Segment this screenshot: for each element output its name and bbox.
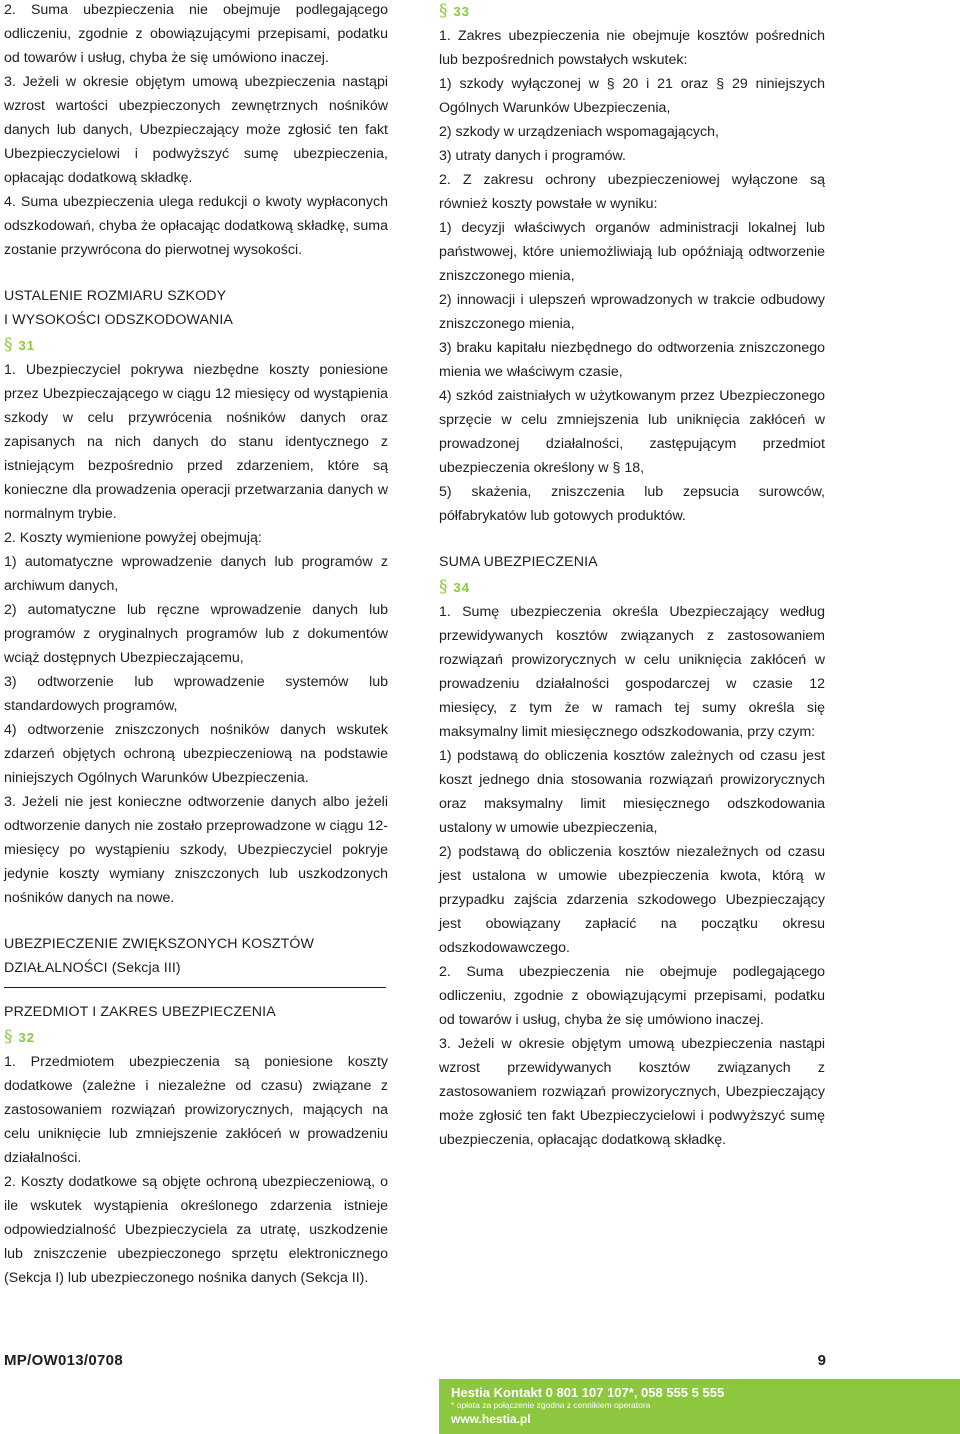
contact-fee-note: * opłata za połączenie zgodna z cennikiem operatora [451, 1400, 651, 1410]
paragraph-mark-34 [439, 574, 825, 600]
list-item-34-2: 2) podstawą do obliczenia kosztów niezależnych od czasu jest ustalona w umowie ubezpieczenia kwota, którą w przypadku zajścia zdarzenia szkodowego Ubezpieczający jest obowiązany zapłacić na początku okresu odszkodowawczego. [439, 844, 825, 956]
section-heading-damage-assessment-line2: I WYSOKOŚCI ODSZKODOWANIA [4, 312, 233, 328]
list-item-33-r2: 2) innowacji i ulepszeń wprowadzonych w trakcie odbudowy zniszczonego mienia, [439, 292, 825, 332]
paragraph-number: 33 [453, 3, 470, 19]
paragraph-mark-32 [4, 1024, 388, 1050]
list-item-31-1: 1) automatyczne wprowadzenie danych lub programów z archiwum danych, [4, 554, 388, 594]
paragraph-34-1: 1. Sumę ubezpieczenia określa Ubezpieczający według przewidywanych kosztów związanych z zastosowaniem rozwiązań prowizorycznych w celu uniknięcia zakłóceń w prowadzeniu działalności gospodarczej w czasie 12 miesięcy, z tym że w ramach tej sumy określa się maksymalny limit miesięcznego odszkodowania, przy czym: [439, 604, 825, 740]
section-heading-subject-scope: PRZEDMIOT I ZAKRES UBEZPIECZENIA [4, 1004, 276, 1020]
list-item-31-4: 4) odtworzenie zniszczonych nośników danych wskutek zdarzeń objętych ochroną ubezpieczeniową na podstawie niniejszych Ogólnych Warunków Ubezpieczenia. [4, 722, 388, 786]
paragraph-sum-exclusion: 2. Suma ubezpieczenia nie obejmuje podlegającego odliczeniu, zgodnie z obowiązującymi przepisami, podatku od towarów i usług, chyba że się umówiono inaczej. [4, 2, 388, 66]
paragraph-34-2: 2. Suma ubezpieczenia nie obejmuje podlegającego odliczeniu, zgodnie z obowiązującymi przepisami, podatku od towarów i usług, chyba że się umówiono inaczej. [439, 964, 825, 1028]
paragraph-mark-33 [439, 0, 825, 24]
contact-banner [439, 1379, 960, 1434]
section-sign-icon: § [439, 576, 449, 597]
paragraph-31-2: 2. Koszty wymienione powyżej obejmują: [4, 530, 262, 546]
list-item-33-r3: 3) braku kapitału niezbędnego do odtworzenia zniszczonego mienia we właściwym czasie, [439, 340, 825, 380]
website-link[interactable]: www.hestia.pl [451, 1412, 531, 1426]
document-code: MP/OW013/0708 [4, 1352, 123, 1369]
paragraph-34-3: 3. Jeżeli w okresie objętym umową ubezpieczenia nastąpi wzrost przewidywanych kosztów związanych z zastosowaniem rozwiązań prowizorycznych, Ubezpieczający może zgłosić ten fakt Ubezpieczycielowi i podwyższyć sumę ubezpieczenia, opłacając dodatkową składkę. [439, 1036, 825, 1148]
paragraph-33-2: 2. Z zakresu ochrony ubezpieczeniowej wyłączone są również koszty powstałe w wyniku: [439, 172, 825, 212]
list-item-33-2: 2) szkody w urządzeniach wspomagających, [439, 124, 719, 140]
horizontal-divider [4, 987, 386, 988]
list-item-33-r5: 5) skażenia, zniszczenia lub zepsucia surowców, półfabrykatów lub gotowych produktów. [439, 484, 825, 524]
paragraph-number: 31 [18, 337, 35, 353]
paragraph-sum-increase: 3. Jeżeli w okresie objętym umową ubezpieczenia nastąpi wzrost wartości ubezpieczonych zewnętrznych nośników danych lub danych, Ubezpieczający może zgłosić ten fakt Ubezpieczycielowi i podwyższyć sumę ubezpieczenia, opłacając dodatkową składkę. [4, 74, 388, 186]
paragraph-31-1: 1. Ubezpieczyciel pokrywa niezbędne koszty poniesione przez Ubezpieczającego w ciągu 12 miesięcy od wystąpienia szkody w celu przywrócenia nośników danych oraz zapisanych na nich danych do stanu identycznego z istniejącym bezpośrednio przed zdarzeniem, które są konieczne dla prowadzenia operacji przetwarzania danych w normalnym trybie. [4, 362, 388, 522]
list-item-31-2: 2) automatyczne lub ręczne wprowadzenie danych lub programów z oryginalnych programów lub z dokumentów wciąż dostępnych Ubezpieczającemu, [4, 602, 388, 666]
section-heading-increased-costs-line2: DZIAŁALNOŚCI (Sekcja III) [4, 960, 181, 976]
section-sign-icon: § [4, 1026, 14, 1047]
section-heading-sum-insured: SUMA UBEZPIECZENIA [439, 554, 598, 570]
section-sign-icon: § [439, 0, 449, 21]
paragraph-sum-reduction: 4. Suma ubezpieczenia ulega redukcji o kwoty wypłaconych odszkodowań, chyba że opłacając dodatkową składkę, suma zostanie przywrócona do pierwotnej wysokości. [4, 194, 388, 258]
paragraph-33-1: 1. Zakres ubezpieczenia nie obejmuje kosztów pośrednich lub bezpośrednich powstałych wskutek: [439, 28, 825, 68]
list-item-31-3: 3) odtworzenie lub wprowadzenie systemów lub standardowych programów, [4, 674, 388, 714]
list-item-34-1: 1) podstawą do obliczenia kosztów zależnych od czasu jest koszt jednego dnia stosowania rozwiązań prowizorycznych oraz maksymalny limit miesięcznego odszkodowania ustalony w umowie ubezpieczenia, [439, 748, 825, 836]
paragraph-32-2: 2. Koszty dodatkowe są objęte ochroną ubezpieczeniową, o ile wskutek wystąpienia określonego zdarzenia istnieje odpowiedzialność Ubezpieczyciela za utratę, uszkodzenie lub zniszczenie ubezpieczonego sprzętu elektronicznego (Sekcja I) lub ubezpieczonego nośnika danych (Sekcja II). [4, 1174, 388, 1286]
paragraph-number: 34 [453, 579, 470, 595]
list-item-33-1: 1) szkody wyłączonej w § 20 i 21 oraz § 29 niniejszych Ogólnych Warunków Ubezpieczenia, [439, 76, 825, 116]
left-column [4, 0, 388, 1290]
paragraph-number: 32 [18, 1029, 35, 1045]
page-number: 9 [817, 1352, 826, 1369]
section-heading-increased-costs-line1: UBEZPIECZENIE ZWIĘKSZONYCH KOSZTÓW [4, 936, 315, 952]
list-item-33-3: 3) utraty danych i programów. [439, 148, 626, 164]
list-item-33-r4: 4) szkód zaistniałych w użytkowanym przez Ubezpieczonego sprzęcie w celu zmniejszenia lub uniknięcia zakłóceń w prowadzonej działalności, zastępującym przedmiot ubezpieczenia określony w § 18, [439, 388, 825, 476]
right-column [439, 0, 825, 1152]
list-item-33-r1: 1) decyzji właściwych organów administracji lokalnej lub państwowej, które uniemożliwiają lub opóźniają odtworzenie zniszczonego mienia, [439, 220, 825, 284]
section-sign-icon: § [4, 334, 14, 355]
section-heading-damage-assessment-line1: USTALENIE ROZMIARU SZKODY [4, 288, 227, 304]
paragraph-31-3: 3. Jeżeli nie jest konieczne odtworzenie danych albo jeżeli odtworzenie danych nie zostało przeprowadzone w ciągu 12-miesięcy po wystąpieniu szkody, Ubezpieczyciel pokryje jedynie koszty wymiany zniszczonych lub uszkodzonych nośników danych na nowe. [4, 794, 388, 906]
contact-phone-line: Hestia Kontakt 0 801 107 107*, 058 555 5 555 [451, 1385, 725, 1400]
paragraph-32-1: 1. Przedmiotem ubezpieczenia są poniesione koszty dodatkowe (zależne i niezależne od czasu) związane z zastosowaniem rozwiązań prowizorycznych, mających na celu uniknięcie lub zmniejszenie zakłóceń w prowadzeniu działalności. [4, 1054, 388, 1166]
paragraph-mark-31 [4, 332, 388, 358]
